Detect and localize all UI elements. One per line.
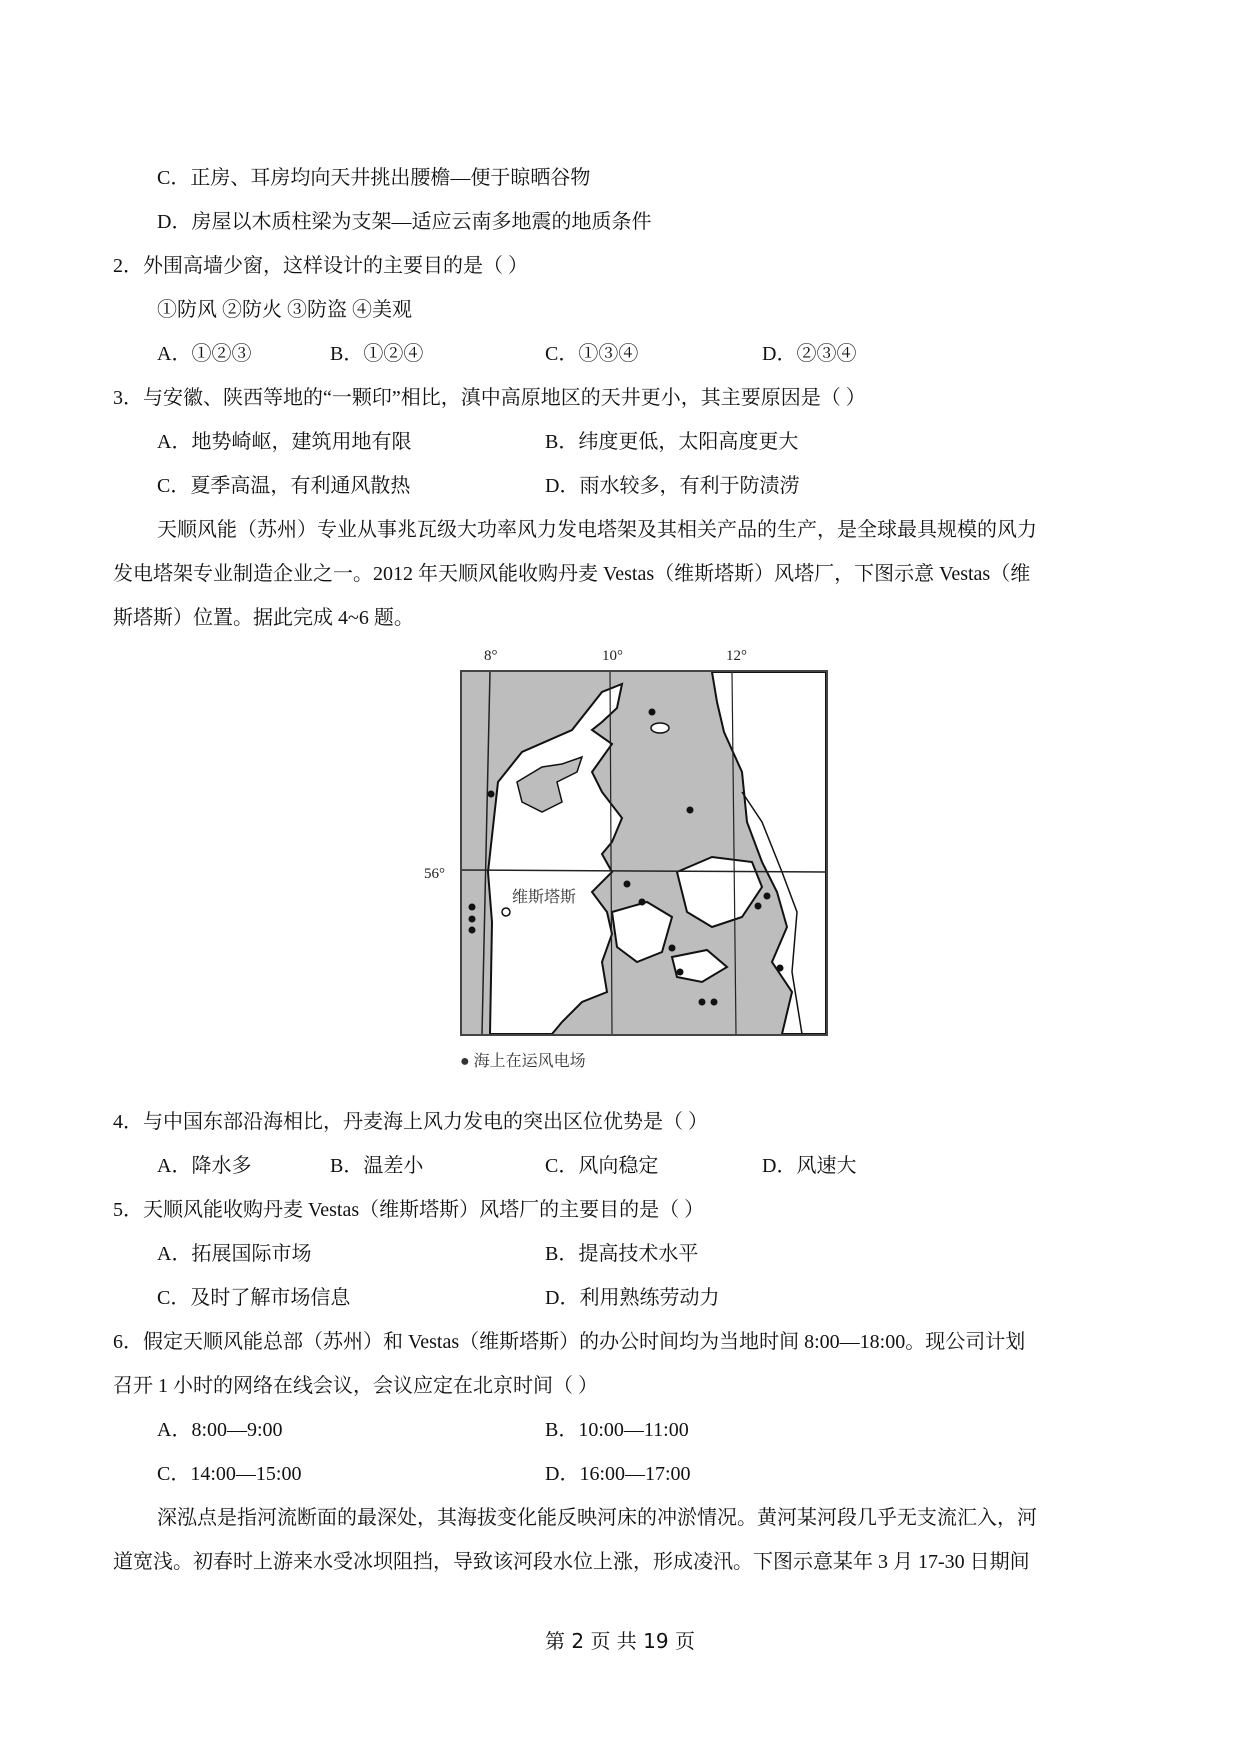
vestas-location-marker	[502, 908, 510, 916]
q3-option-c: C．夏季高温，有利通风散热	[157, 475, 411, 497]
q6-option-c: C．14:00—15:00	[157, 1463, 302, 1485]
q6-option-d: D．16:00—17:00	[545, 1463, 691, 1485]
q5-option-c: C．及时了解市场信息	[157, 1287, 351, 1309]
vestas-label: 维斯塔斯	[512, 887, 577, 906]
lat-label-56: 56°	[424, 866, 445, 882]
q4-option-d: D．风速大	[762, 1155, 857, 1177]
q3-option-a: A．地势崎岖，建筑用地有限	[157, 431, 412, 453]
q4-option-a: A．降水多	[157, 1155, 252, 1177]
sweden-coast	[712, 672, 826, 1034]
zealand-island	[677, 857, 762, 927]
passage2-line1: 深泓点是指河流断面的最深处，其海拔变化能反映河床的冲淤情况。黄河某河段几乎无支流汇入，河	[157, 1507, 1037, 1529]
q2-option-d: D．②③④	[762, 343, 857, 365]
q6-stem-line2: 召开 1 小时的网络在线会议，会议应定在北京时间（ ）	[113, 1375, 598, 1397]
q5-option-b: B．提高技术水平	[545, 1243, 699, 1265]
map-area	[460, 670, 828, 1036]
denmark-map-figure	[424, 648, 828, 1072]
q5-stem: 5．天顺风能收购丹麦 Vestas（维斯塔斯）风塔厂的主要目的是（ ）	[113, 1199, 705, 1221]
map-legend: ● 海上在运风电场	[460, 1053, 586, 1070]
passage2-line2: 道宽浅。初春时上游来水受冰坝阻挡，导致该河段水位上涨，形成凌汛。下图示意某年 3 月 17-30 日期间	[113, 1551, 1030, 1573]
q4-option-b: B．温差小	[330, 1155, 424, 1177]
q2-stem: 2．外围高墙少窗，这样设计的主要目的是（ ）	[113, 255, 528, 277]
map-svg	[462, 672, 826, 1034]
q1-option-d: D．房屋以木质柱梁为支架—适应云南多地震的地质条件	[157, 211, 652, 233]
q6-option-a: A．8:00—9:00	[157, 1419, 283, 1441]
lon-label-10: 10°	[602, 648, 623, 664]
q3-stem: 3．与安徽、陕西等地的“一颗印”相比，滇中高原地区的天井更小，其主要原因是（ ）	[113, 387, 866, 409]
q2-option-b: B．①②④	[330, 343, 424, 365]
passage1-line2: 发电塔架专业制造企业之一。2012 年天顺风能收购丹麦 Vestas（维斯塔斯）风塔厂，下图示意 Vestas（维	[113, 563, 1031, 585]
q2-option-a: A．①②③	[157, 343, 252, 365]
passage1-line3: 斯塔斯）位置。据此完成 4~6 题。	[113, 607, 414, 629]
page-footer: 第 2 页 共 19 页	[545, 1629, 695, 1653]
lolland-island	[672, 950, 727, 982]
lon-label-8: 8°	[484, 648, 498, 664]
jutland-land	[488, 684, 622, 1034]
lon-label-12: 12°	[726, 648, 747, 664]
q3-option-d: D．雨水较多，有利于防渍涝	[545, 475, 800, 497]
q2-option-c: C．①③④	[545, 343, 639, 365]
q4-option-c: C．风向稳定	[545, 1155, 659, 1177]
funen-island	[612, 902, 672, 962]
q6-option-b: B．10:00—11:00	[545, 1419, 689, 1441]
passage1-line1: 天顺风能（苏州）专业从事兆瓦级大功率风力发电塔架及其相关产品的生产，是全球最具规模的风力	[157, 519, 1037, 541]
q4-stem: 4．与中国东部沿海相比，丹麦海上风力发电的突出区位优势是（ ）	[113, 1111, 708, 1133]
q6-stem-line1: 6．假定天顺风能总部（苏州）和 Vestas（维斯塔斯）的办公时间均为当地时间 8:00—18:00。现公司计划	[113, 1331, 1026, 1353]
q5-option-a: A．拓展国际市场	[157, 1243, 312, 1265]
q1-option-c: C．正房、耳房均向天井挑出腰檐—便于晾晒谷物	[157, 167, 591, 189]
q3-option-b: B．纬度更低，太阳高度更大	[545, 431, 799, 453]
q5-option-d: D．利用熟练劳动力	[545, 1287, 720, 1309]
q2-items: ①防风 ②防火 ③防盗 ④美观	[157, 299, 412, 321]
